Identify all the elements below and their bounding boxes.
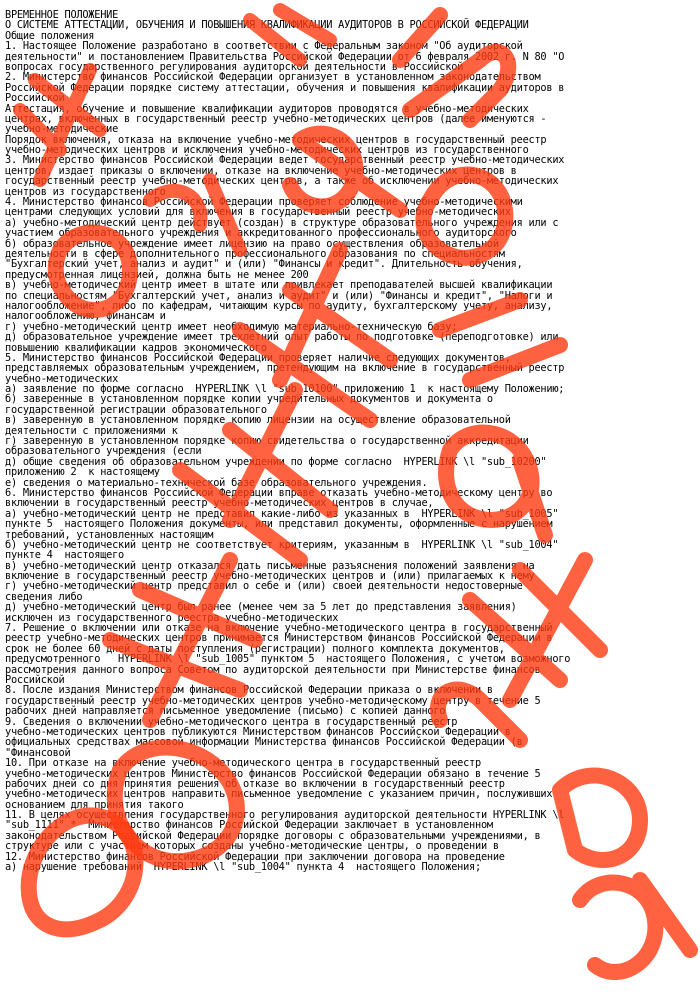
document-line: повышению квалификации кадров экономического xyxy=(5,341,267,354)
document-line: реестр учебно-методических центров принимается Министерством финансов Российской Федерации в xyxy=(5,632,553,645)
document-line: б) заверенные в установленном порядке копии учредительных документов и документа о xyxy=(5,393,493,406)
document-line: "Бухгалтерский учет, анализ и аудит" и (или) "Финансы и кредит". Длительность обучения, xyxy=(5,258,523,271)
document-line: рабочих дней направляется письменное уведомление (письмо) с копией данного xyxy=(5,705,446,718)
document-line: центрами следующих условий для включения в государственный реестр учебно-методических xyxy=(5,206,511,219)
document-line: а) учебно-методический центр действует (создан) в структуре образовательного учреждения или с xyxy=(5,216,559,229)
document-line: в) заверенную в установленном порядке копию лицензии на осуществление образовательной xyxy=(5,414,511,427)
document-line: исключен из государственного реестра учебно-методических xyxy=(5,611,339,624)
document-line: налогообложение", либо по кафедрам, читающим курсы по аудиту, бухгалтерскому учету, анализу, xyxy=(5,299,553,312)
document-line: д) образовательное учреждение имеет трехлетний опыт работы по подготовке (переподготовке) или xyxy=(5,331,559,344)
document-line: включении в государственный реестр учебно-методических центров в случае, xyxy=(5,497,434,510)
document-line: Общие положения xyxy=(5,29,95,42)
document-line: структуре или с участием которых созданы учебно-методические центры, о проведении в xyxy=(5,840,499,853)
document-line: "sub_1111" * Министерство финансов Российской Федерации заключает в установленном xyxy=(5,819,493,832)
document-line: в) учебно-методический центр отказался дать письменные разъяснения положений заявления на xyxy=(5,559,535,572)
document-line: е) сведения о материально-технической базе образовательного учреждения. xyxy=(5,476,428,489)
document-line: а) заявление по форме согласно HYPERLINK \l "sub_10100" приложению 1 к настоящему Положению; xyxy=(5,383,565,396)
document-line: учебно-методических центров публикуются Министерством финансов Российской Федерации в xyxy=(5,725,511,738)
document-line: срок не более 60 дней с даты поступления (регистрации) полного комплекта документов, xyxy=(5,642,505,655)
document-line: рассмотрения данного вопроса Советом по аудиторской деятельности при Министерстве финансов xyxy=(5,663,541,676)
document-line: предусмотренного HYPERLINK \l "sub_1005" пунктом 5 настоящего Положения, с учетом возможного xyxy=(5,653,571,666)
document-line: Российской xyxy=(5,92,65,105)
document-line: по специальностям "Бухгалтерский учет, анализ и аудит" и (или) "Финансы и кредит", "Налоги и xyxy=(5,289,553,302)
document-line: О СИСТЕМЕ АТТЕСТАЦИИ, ОБУЧЕНИЯ И ПОВЫШЕНИЯ КВАЛИФИКАЦИИ АУДИТОРОВ В РОССИЙСКОЙ ФЕДЕРАЦИИ xyxy=(5,19,529,32)
document-line: государственный реестр учебно-методических центров учебно-методическому центру в течение 5 xyxy=(5,694,541,707)
document-line: д) учебно-методический центр был ранее (менее чем за 5 лет до представления заявления) xyxy=(5,601,517,614)
document-line: Аттестация, обучение и повышение квалификации аудиторов проводятся в учебно-методических xyxy=(5,102,529,115)
document-line: центров из государственного xyxy=(5,185,166,198)
document-line: предусмотренная лицензией, должна быть не менее 200 xyxy=(5,268,309,281)
document-line: 1. Настоящее Положение разработано в соответствии с Федеральным законом "Об аудиторской xyxy=(5,40,523,53)
document-line: налогообложению, финансам и xyxy=(5,310,166,323)
document-line: "Финансовой xyxy=(5,746,71,759)
document-line: г) учебно-методический центр имеет необходимую материально-техническую базу; xyxy=(5,320,458,333)
document-line: 8. После издания Министерством финансов Российской Федерации приказа о включении в xyxy=(5,684,493,697)
document-line: деятельности" и постановлением Правительства Российской Федерации от 6 февраля 2002 г. N 80 "О xyxy=(5,50,565,63)
document-line: образовательного учреждения (если xyxy=(5,445,202,458)
document-line: официальных средствах массовой информации Министерства финансов Российской Федерации (в xyxy=(5,736,523,749)
document-line: государственной регистрации образовательного xyxy=(5,403,267,416)
document-line: требований, установленных настоящим xyxy=(5,528,214,541)
document-line: государственный реестр учебно-методических центров, а также об исключении учебно-методических xyxy=(5,175,559,188)
document-line: 9. Сведения о включении учебно-методического центра в государственный реестр xyxy=(5,715,458,728)
document-line: 3. Министерство финансов Российской Федерации ведет государственный реестр учебно-методических xyxy=(5,154,565,167)
document-line: г) учебно-методический центр представил о себе и (или) своей деятельности недостоверные xyxy=(5,580,523,593)
document-line: центрах, включенных в государственный реестр учебно-методических центров (далее именуются - xyxy=(5,112,547,125)
document-line: центров, издает приказы о включении, отказе на включение учебно-методических центров в xyxy=(5,164,517,177)
document-line: учебно-методических центров направить письменное уведомление с указанием причин, послуживших xyxy=(5,788,553,801)
document-line: включение в государственный реестр учебно-методических центров и (или) прилагаемых к нему xyxy=(5,570,535,583)
document-line: 12. Министерство финансов Российской Федерации при заключении договора на проведение xyxy=(5,850,505,863)
document-line: приложению 2 к настоящему xyxy=(5,466,160,479)
document-line: пункте 5 настоящего Положения документы, или представил документы, оформленные с нарушением xyxy=(5,518,553,531)
document-line: 6. Министерство финансов Российской Федерации вправе отказать учебно-методическому центру во xyxy=(5,486,553,499)
document-line: а) учебно-методический центр не представил какие-либо из указанных в HYPERLINK \l "sub_1005" xyxy=(5,507,559,520)
document-line: сведения либо xyxy=(5,590,83,603)
document-line: 10. При отказе на включение учебно-методического центра в государственный реестр xyxy=(5,757,481,770)
document-line: б) образовательное учреждение имеет лицензию на право осуществления образовательной xyxy=(5,237,499,250)
document-line: 7. Решение о включении или отказе на включение учебно-методического центра в государственный xyxy=(5,622,553,635)
document-line: 11. В целях осуществления государственного регулирования аудиторской деятельности HYPERLINK \l xyxy=(5,809,565,822)
document-line: 4. Министерство финансов Российской Федерации проверяет соблюдение учебно-методическими xyxy=(5,196,523,209)
document-line: Российской xyxy=(5,674,65,686)
document-line: учебно-методических центров Министерство финансов Российской Федерации обязано в течение 5 xyxy=(5,767,541,780)
document-line: деятельности в сфере дополнительного профессионального образования по специальностям xyxy=(5,247,505,260)
document-line: в) учебно-методический центр имеет в штате или привлекает преподавателей высшей квалификации xyxy=(5,279,553,292)
document-line: учебно-методических xyxy=(5,372,119,385)
document-line: законодательством Российской Федерации порядке договоры с образовательными учреждениями, в xyxy=(5,829,541,842)
document-line: Порядок включения, отказа на включение учебно-методических центров в государственный реестр xyxy=(5,133,547,146)
document-line: д) общие сведения об образовательном учреждении по форме согласно HYPERLINK \l "sub_10200" xyxy=(5,455,547,468)
document-line: деятельности с приложениями к xyxy=(5,424,178,437)
document-line: пункте 4 настоящего xyxy=(5,549,124,562)
document-line: ВРЕМЕННОЕ ПОЛОЖЕНИЕ xyxy=(5,9,119,21)
document-line: 5. Министерство финансов Российской Федерации проверяет наличие следующих документов, xyxy=(5,351,511,364)
document-line: г) заверенную в установленном порядке копию свидетельства о государственной аккредитации xyxy=(5,435,529,448)
document-body xyxy=(5,10,695,872)
document-line: вопросах государственного регулирования аудиторской деятельности в Российской xyxy=(5,60,464,73)
watermark-glyph-u xyxy=(580,880,690,972)
document-line: 2. Министерство финансов Российской Федерации организует в установленном законодательством xyxy=(5,71,541,84)
document-line: учебно-методические xyxy=(5,123,119,136)
document-line: представляемых образовательным учреждением, претендующим на включение в государственный реестр xyxy=(5,362,565,375)
document-line: б) учебно-методический центр не соответствует критериям, указанным в HYPERLINK \l "sub_1004" xyxy=(5,538,559,551)
document-line: а) нарушение требований HYPERLINK \l "sub_1004" пункта 4 настоящего Положения; xyxy=(5,861,481,874)
document-line: рабочих дней со дня принятия решения об отказе во включении в государственный реестр xyxy=(5,777,505,790)
document-line: Российской Федерации порядке систему аттестации, обучения и повышения квалификации аудиторов в xyxy=(5,81,565,94)
document-line: основанием для принятия такого xyxy=(5,798,184,811)
document-line: учебно-методических центров и исключения учебно-методических центров из государственного xyxy=(5,144,529,157)
document-line: участием образовательного учреждения и аккредитованного профессионального аудиторского xyxy=(5,227,517,240)
